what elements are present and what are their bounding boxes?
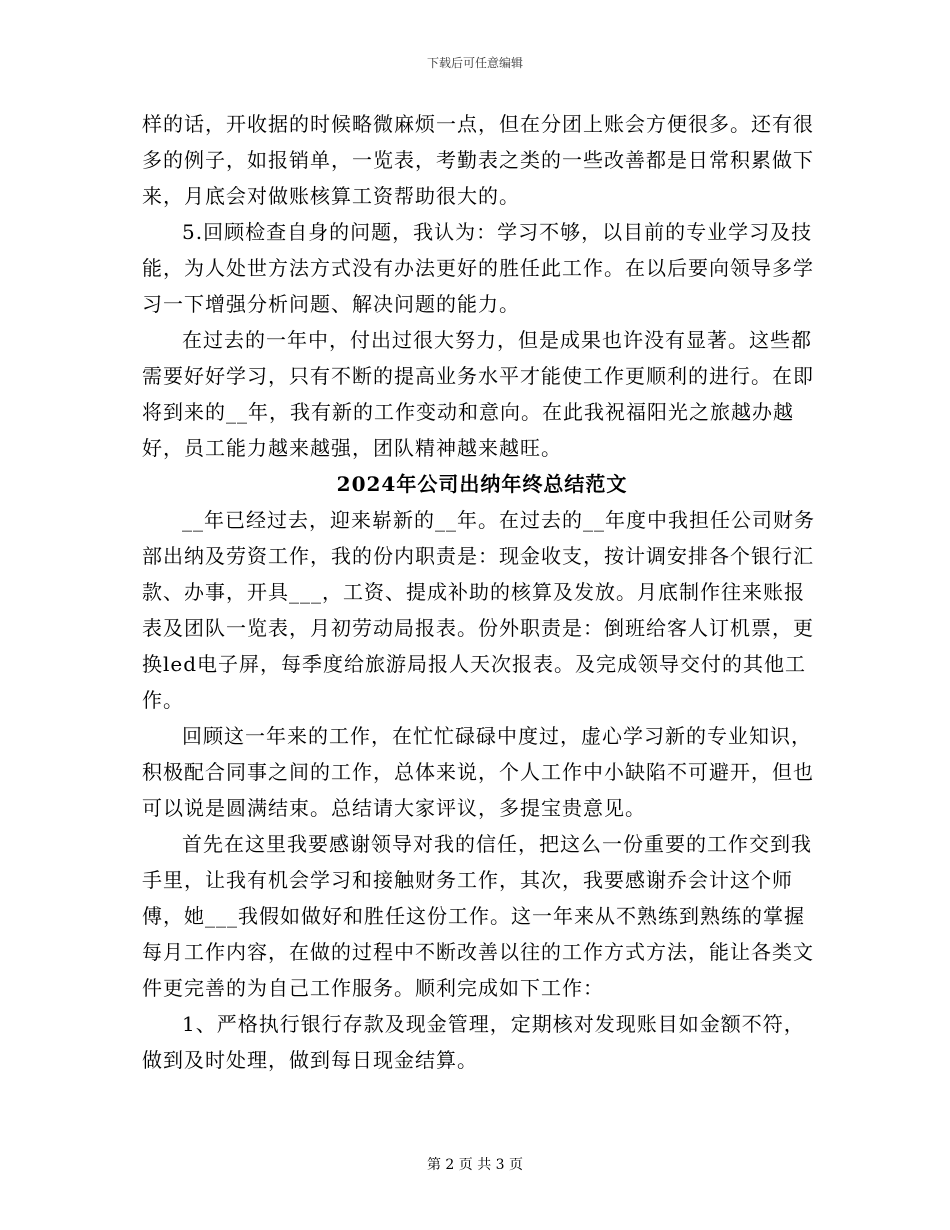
paragraph-outlook: 在过去的一年中，付出过很大努力，但是成果也许没有显著。这些都需要好好学习，只有不断的提高业务水平才能使工作更顺利的进行。在即将到来的__年，我有新的工作变动和意向。在此我祝福阳光之旅越办越好，员工能力越来越强，团队精神越来越旺。 bbox=[142, 328, 814, 460]
section-title: 2024年公司出纳年终总结范文 bbox=[336, 472, 628, 496]
document-body bbox=[142, 106, 822, 1078]
paragraph-review: 回顾这一年来的工作，在忙忙碌碌中度过，虚心学习新的专业知识，积极配合同事之间的工作，总体来说，个人工作中小缺陷不可避开，但也可以说是圆满结束。总结请大家评议，多提宝贵意见。 bbox=[142, 724, 814, 820]
header-note: 下载后可任意编辑 bbox=[426, 56, 523, 70]
page-number: 第 2 页 共 3 页 bbox=[426, 1157, 524, 1173]
paragraph-continuation: 样的话，开收据的时候略微麻烦一点，但在分团上账会方便很多。还有很多的例子，如报销单，一览表，考勤表之类的一些改善都是日常积累做下来，月底会对做账核算工资帮助很大的。 bbox=[142, 112, 814, 208]
paragraph-self-review: 5.回顾检查自身的问题，我认为：学习不够，以目前的专业学习及技能，为人处世方法方式没有办法更好的胜任此工作。在以后要向领导多学习一下增强分析问题、解决问题的能力。 bbox=[142, 220, 814, 316]
paragraph-thanks: 首先在这里我要感谢领导对我的信任，把这么一份重要的工作交到我手里，让我有机会学习和接触财务工作，其次，我要感谢乔会计这个师傅，她___我假如做好和胜任这份工作。这一年来从不熟练到熟练的掌握每月工作内容，在做的过程中不断改善以往的工作方式方法，能让各类文件更完善的为自己工作服务。顺利完成如下工作： bbox=[142, 832, 814, 1000]
paragraph-item-1: 1、严格执行银行存款及现金管理，定期核对发现账目如金额不符，做到及时处理，做到每日现金结算。 bbox=[142, 1012, 805, 1072]
paragraph-duties: __年已经过去，迎来崭新的__年。在过去的__年度中我担任公司财务部出纳及劳资工作，我的份内职责是：现金收支，按计调安排各个银行汇款、办事，开具___，工资、提成补助的核算及发放。月底制作往来账报表及团队一览表，月初劳动局报表。份外职责是：倒班给客人订机票，更换led电子屏，每季度给旅游局报人天次报表。及完成领导交付的其他工作。 bbox=[142, 508, 815, 712]
